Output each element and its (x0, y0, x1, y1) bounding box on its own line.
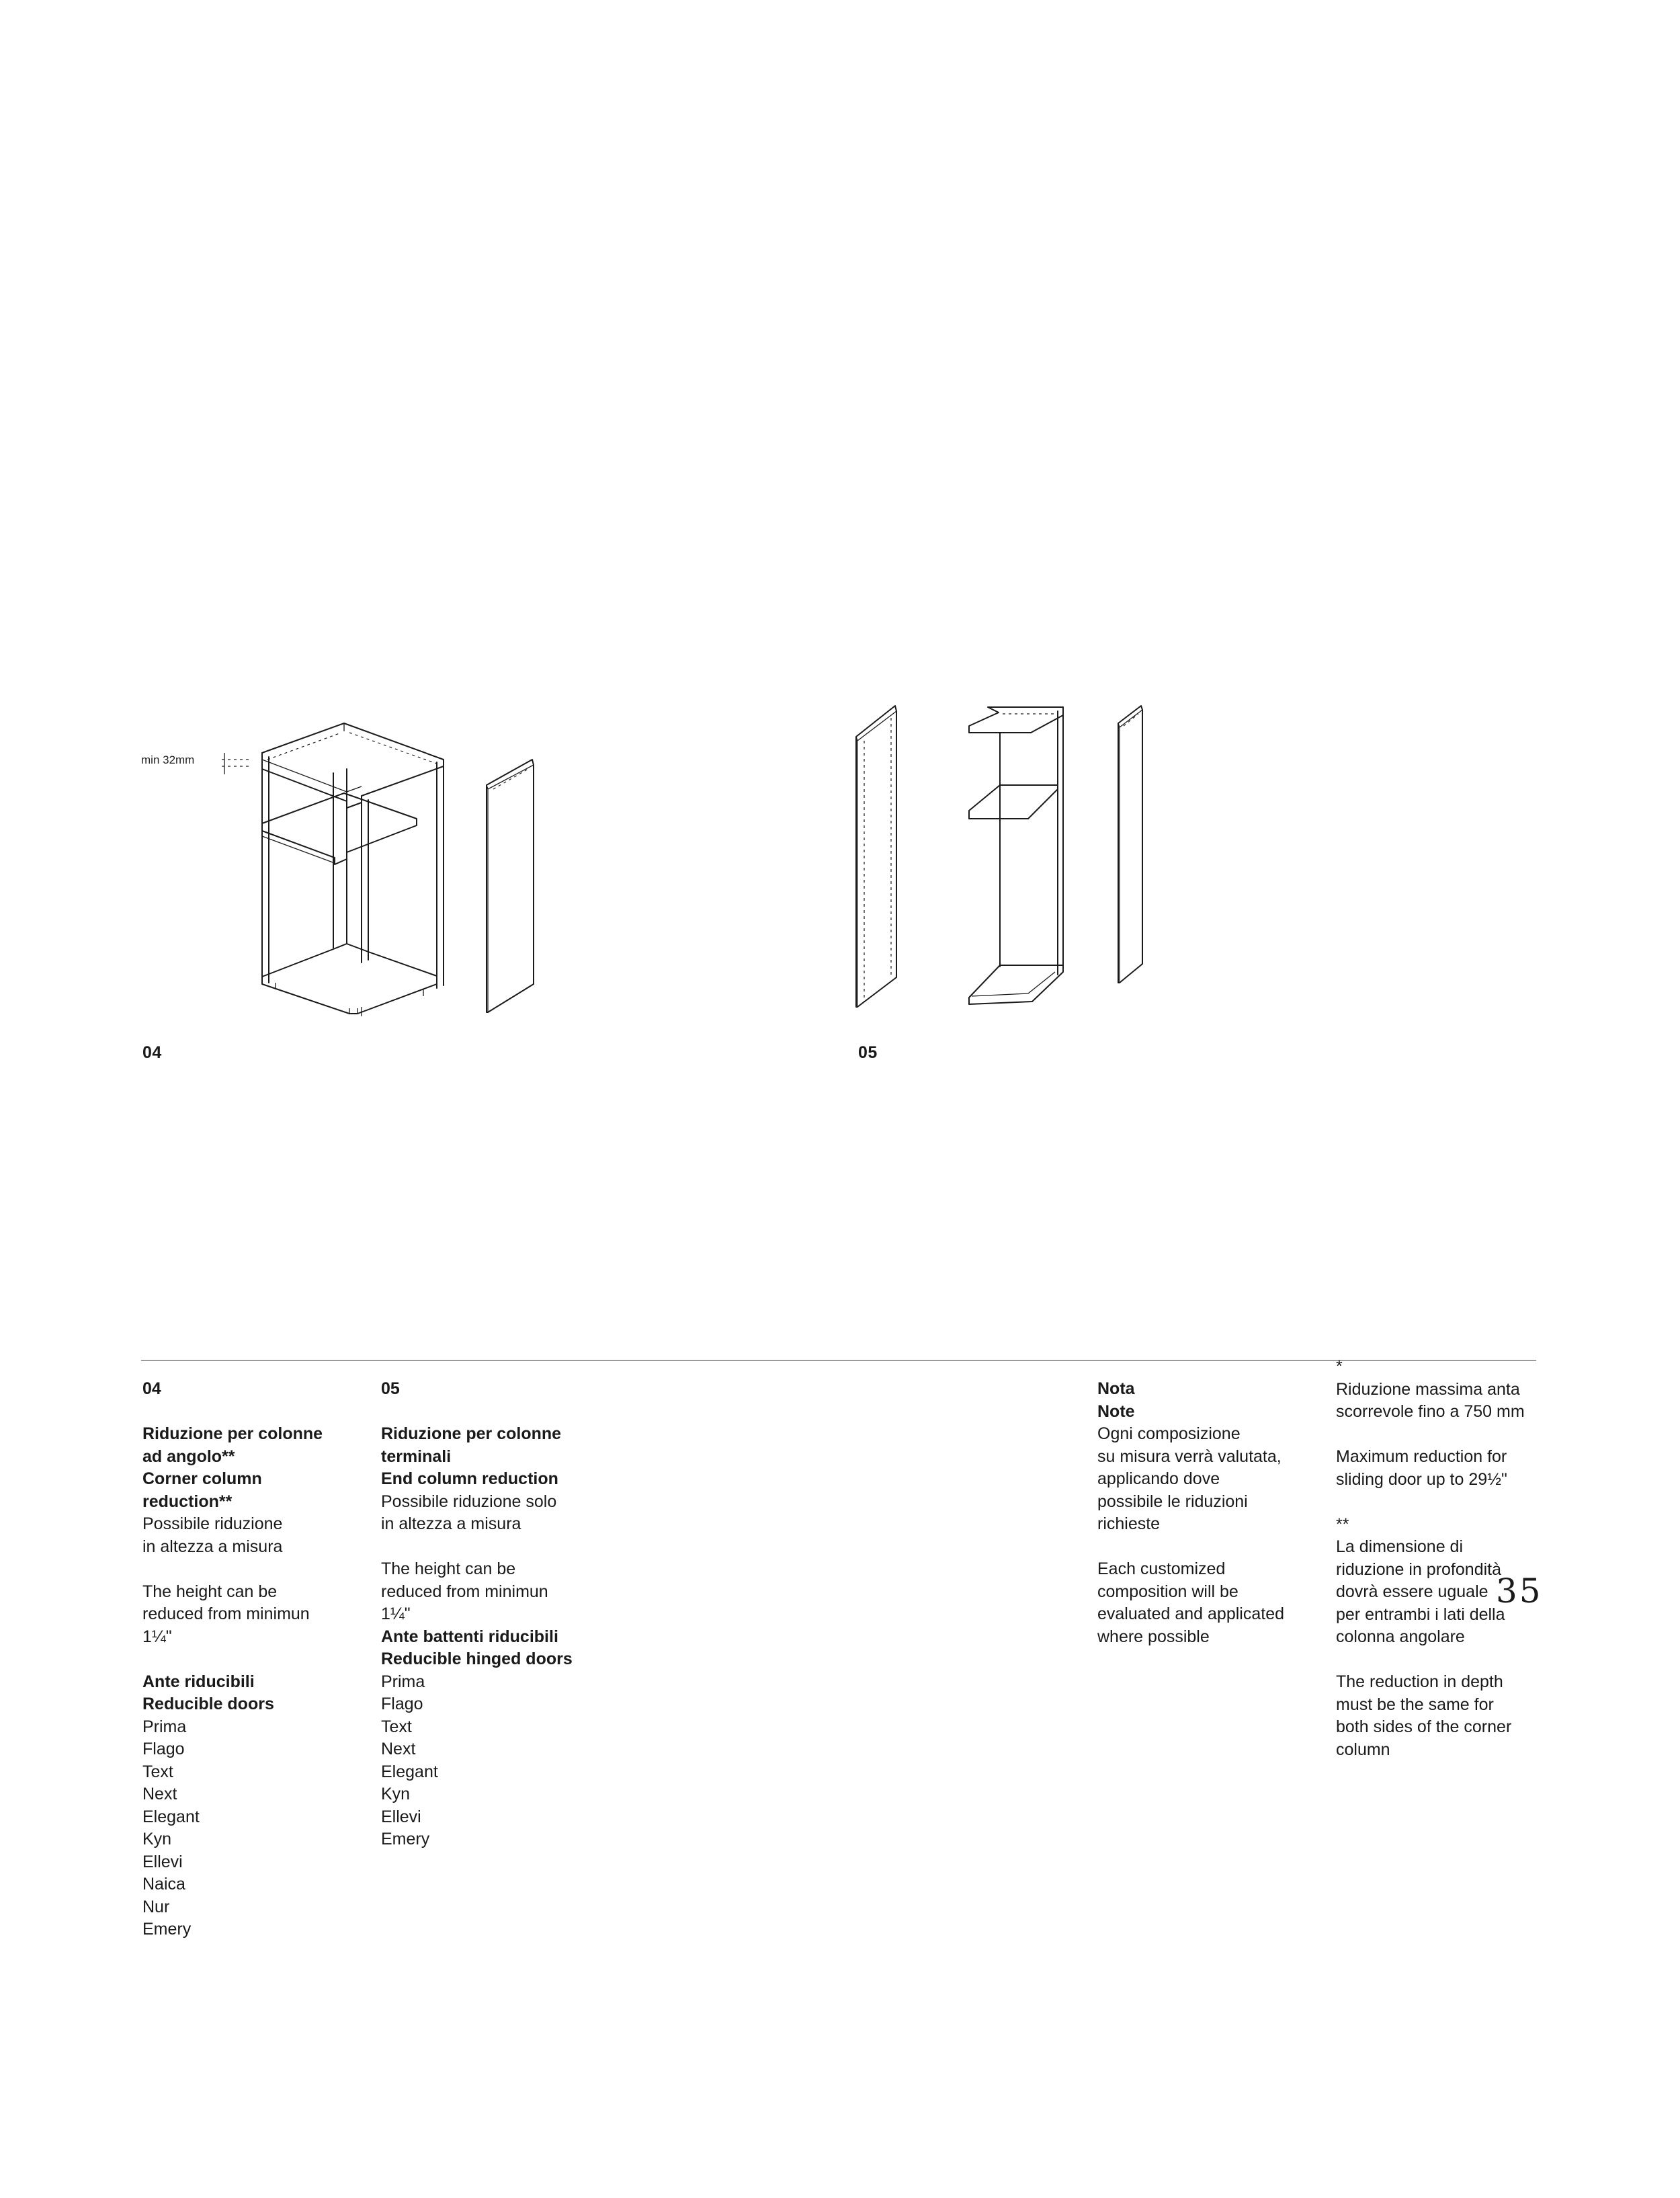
door-model-item: Emery (381, 1830, 430, 1848)
note-en-1: Each customized (1097, 1559, 1226, 1578)
footnote-star-1: * (1336, 1357, 1343, 1376)
door-model-item: Next (142, 1785, 177, 1803)
column-04-desc-it-2: in altezza a misura (142, 1537, 283, 1556)
column-04-title-1: Riduzione per colonne (142, 1424, 323, 1443)
note-it-5: richieste (1097, 1514, 1161, 1533)
reducible-door-panel-04 (484, 760, 544, 1015)
column-05-doors-title-2: Reducible hinged doors (381, 1650, 573, 1668)
footnote-2-en-3: both sides of the corner (1336, 1717, 1512, 1736)
column-04-desc-en-3: 1¼" (142, 1627, 172, 1646)
note-it-2: su misura verrà valutata, (1097, 1447, 1282, 1466)
end-side-panel (853, 706, 900, 1008)
min-32mm-label: min 32mm (141, 754, 195, 766)
column-04-doors-title-1: Ante riducibili (142, 1672, 255, 1691)
footnote-2-en-1: The reduction in depth (1336, 1672, 1503, 1691)
door-model-item: Flago (381, 1695, 423, 1713)
footnote-2-en-2: must be the same for (1336, 1695, 1494, 1714)
note-it-1: Ogni composizione (1097, 1424, 1241, 1443)
footnote-2-it-3: dovrà essere uguale (1336, 1582, 1488, 1601)
footnote-2-it-2: riduzione in profondità (1336, 1559, 1501, 1579)
column-04-desc-en-1: The height can be (142, 1582, 278, 1601)
end-column-drawing (961, 706, 1075, 1008)
footnote-1-en-2: sliding door up to 29½" (1336, 1469, 1507, 1489)
note-it-3: applicando dove (1097, 1469, 1220, 1488)
column-05-number: 05 (381, 1379, 400, 1398)
footnotes-column (1336, 1356, 1544, 1761)
door-model-item: Emery (142, 1920, 192, 1939)
column-04-title-4: reduction** (142, 1492, 233, 1511)
door-model-item: Prima (381, 1672, 425, 1691)
door-model-item: Nur (142, 1897, 170, 1916)
figure-05-label: 05 (858, 1043, 878, 1062)
door-model-item: Kyn (381, 1785, 411, 1803)
footnote-star-2: ** (1336, 1514, 1349, 1534)
column-04-title-3: Corner column (142, 1469, 262, 1488)
column-04-title-2: ad angolo** (142, 1447, 235, 1466)
page-number: 35 (1496, 1572, 1543, 1611)
note-title-en: Note (1097, 1401, 1135, 1421)
footnote-1-it-2: scorrevole fino a 750 mm (1336, 1402, 1525, 1421)
door-model-item: Prima (142, 1717, 187, 1736)
column-05-title-2: terminali (381, 1447, 452, 1466)
footnote-1-it-1: Riduzione massima anta (1336, 1379, 1520, 1399)
figure-04-label: 04 (142, 1043, 162, 1062)
column-05-desc-en-1: The height can be (381, 1559, 516, 1578)
column-04 (142, 1378, 364, 1941)
column-04-desc-it-1: Possibile riduzione (142, 1514, 283, 1533)
door-model-item: Kyn (142, 1830, 172, 1848)
column-05-title-1: Riduzione per colonne (381, 1424, 562, 1443)
column-04-number: 04 (142, 1379, 161, 1398)
column-05-desc-it-2: in altezza a misura (381, 1514, 521, 1533)
note-it-4: possibile le riduzioni (1097, 1492, 1248, 1511)
door-model-item: Ellevi (142, 1852, 183, 1871)
column-04-desc-en-2: reduced from minimun (142, 1604, 310, 1623)
footnote-2-it-1: La dimensione di (1336, 1537, 1464, 1556)
note-en-4: where possible (1097, 1627, 1210, 1646)
reducible-door-panel-05 (1116, 706, 1156, 988)
door-model-item: Flago (142, 1740, 185, 1758)
column-05-desc-it-1: Possibile riduzione solo (381, 1492, 557, 1511)
door-model-item: Elegant (381, 1762, 438, 1781)
footnote-2-it-4: per entrambi i lati della (1336, 1604, 1505, 1624)
note-column (1097, 1378, 1326, 1648)
door-model-item: Naica (142, 1875, 185, 1894)
column-05-desc-en-3: 1¼" (381, 1604, 411, 1623)
note-en-2: composition will be (1097, 1582, 1238, 1601)
door-model-item: Text (381, 1717, 412, 1736)
footnote-2-en-4: column (1336, 1740, 1390, 1759)
door-model-item: Ellevi (381, 1807, 421, 1826)
footnote-2-it-5: colonna angolare (1336, 1627, 1465, 1646)
column-05-title-3: End column reduction (381, 1469, 558, 1488)
column-05-desc-en-2: reduced from minimun (381, 1582, 548, 1601)
note-en-3: evaluated and applicated (1097, 1604, 1285, 1623)
door-model-item: Elegant (142, 1807, 200, 1826)
section-divider (141, 1360, 1536, 1361)
door-model-item: Next (381, 1740, 416, 1758)
column-05 (381, 1378, 610, 1851)
footnote-1-en-1: Maximum reduction for (1336, 1447, 1507, 1466)
column-05-doors-title-1: Ante battenti riducibili (381, 1627, 558, 1646)
note-title-it: Nota (1097, 1379, 1135, 1398)
column-04-doors-title-2: Reducible doors (142, 1695, 274, 1713)
door-model-item: Text (142, 1762, 173, 1781)
